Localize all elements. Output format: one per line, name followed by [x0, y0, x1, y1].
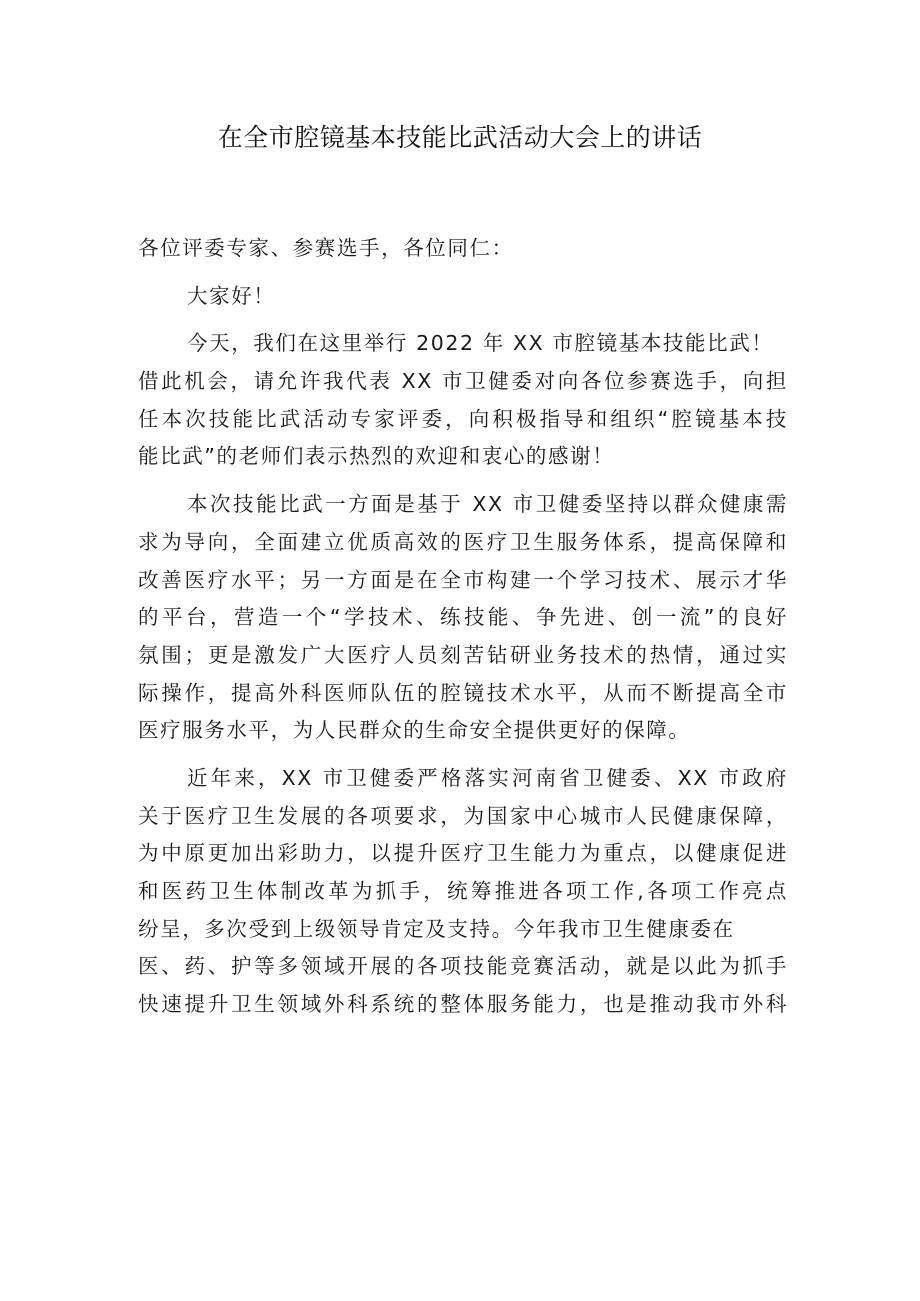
paragraph-line: 快速提升卫生领域外科系统的整体服务能力，也是推动我市外科 [138, 992, 788, 1017]
greeting: 大家好！ [187, 283, 276, 308]
paragraph-line: 医、药、护等多领域开展的各项技能竞赛活动，就是以此为抓手 [138, 954, 788, 979]
document-body [138, 226, 788, 1024]
paragraph-line: 的平台，营造一个“学技术、练技能、争先进、创一流”的良好 [138, 605, 788, 630]
paragraph-line: 为中原更加出彩助力，以提升医疗卫生能力为重点，以健康促进 [138, 841, 788, 866]
paragraph-line: 近年来，XX 市卫健委严格落实河南省卫健委、XX 市政府 [187, 765, 788, 790]
paragraph-1 [138, 325, 788, 476]
paragraph-line: 际操作，提高外科医师队伍的腔镜技术水平，从而不断提高全市 [138, 680, 788, 705]
paragraph-line: 今天，我们在这里举行 2022 年 XX 市腔镜基本技能比武！ [187, 331, 774, 356]
paragraph-line: 能比武”的老师们表示热烈的欢迎和衷心的感谢！ [138, 444, 615, 469]
paragraph-line: 任本次技能比武活动专家评委，向积极指导和组织“腔镜基本技 [138, 406, 788, 431]
paragraph-line: 本次技能比武一方面是基于 XX 市卫健委坚持以群众健康需 [187, 492, 788, 517]
paragraph-line: 借此机会，请允许我代表 XX 市卫健委对向各位参赛选手，向担 [138, 369, 788, 394]
paragraph-line: 和医药卫生体制改革为抓手，统筹推进各项工作,各项工作亮点 [138, 879, 788, 903]
document-title: 在全市腔镜基本技能比武活动大会上的讲话 [217, 123, 703, 152]
paragraph-line: 求为导向，全面建立优质高效的医疗卫生服务体系，提高保障和 [138, 529, 788, 554]
paragraph-line: 氛围；更是激发广大医疗人员刻苦钻研业务技术的热情，通过实 [138, 642, 788, 667]
paragraph-line: 改善医疗水平；另一方面是在全市构建一个学习技术、展示才华 [138, 567, 788, 592]
paragraph-line: 纷呈，多次受到上级领导肯定及支持。今年我市卫生健康委在 [138, 916, 735, 941]
paragraph-line: 关于医疗卫生发展的各项要求，为国家中心城市人民健康保障， [138, 803, 788, 828]
paragraph-2 [138, 486, 788, 750]
paragraph-3 [138, 760, 788, 1024]
paragraph-line: 医疗服务水平，为人民群众的生命安全提供更好的保障。 [138, 718, 691, 743]
salutation: 各位评委专家、参赛选手，各位同仁： [138, 236, 514, 260]
